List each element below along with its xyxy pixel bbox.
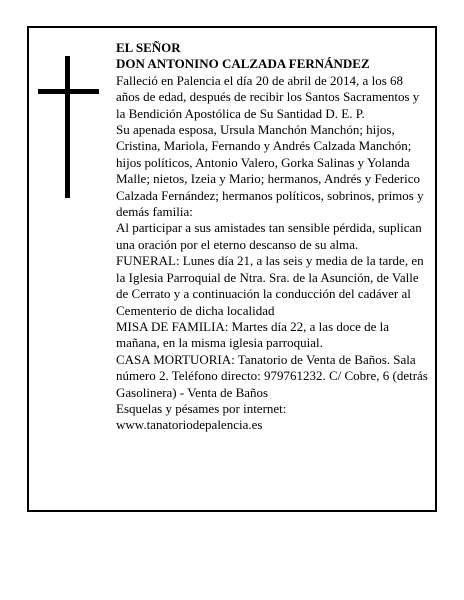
cross-vertical-bar: [65, 56, 70, 198]
death-notice: Falleció en Palencia el día 20 de abril de 2014, a los 68 años de edad, después de recibir los Santos Sacramentos y la Bendición Apostólica de Su Santidad D. E. P.: [116, 72, 420, 121]
family-list: Su apenada esposa, Ursula Manchón Manchón; hijos, Cristina, Mariola, Fernando y Andrés Calzada Manchón; hijos políticos, Antonio Valero, Gorka Salinas y Yolanda Malle; nietos, Izeia y Mario; hermanos, Andrés y Federico Calzada Fernández; hermanos políticos, sobrinos, primos y demás familia:: [116, 122, 424, 220]
funeral-info: FUNERAL: Lunes día 21, a las seis y media de la tarde, en la Iglesia Parroquial de Ntra. Sra. de la Asunción, de Valle de Cerrato y a continuación la conducción del cadáver al Cementerio de dicha localidad: [116, 253, 424, 318]
obituary-text: [116, 40, 430, 434]
prayer-request: Al participar a sus amistades tan sensible pérdida, suplican una oración por el eterno descanso de su alma.: [116, 220, 422, 252]
heading-title: EL SEÑOR: [116, 40, 181, 55]
family-mass-info: MISA DE FAMILIA: Martes día 22, a las doce de la mañana, en la misma iglesia parroquial.: [116, 318, 390, 351]
mortuary-info: CASA MORTUORIA: Tanatorio de Venta de Baños. Sala número 2. Teléfono directo: 979761232. C/ Cobre, 6 (detrás Gasolinera) - Venta de Baños: [116, 351, 428, 400]
cross-horizontal-bar: [38, 89, 99, 94]
deceased-name: DON ANTONINO CALZADA FERNÁNDEZ: [116, 56, 370, 72]
website-link[interactable]: www.tanatoriodepalencia.es: [116, 417, 263, 433]
online-condolences-label: Esquelas y pésames por internet:: [116, 400, 287, 416]
cross-icon: [38, 56, 99, 198]
